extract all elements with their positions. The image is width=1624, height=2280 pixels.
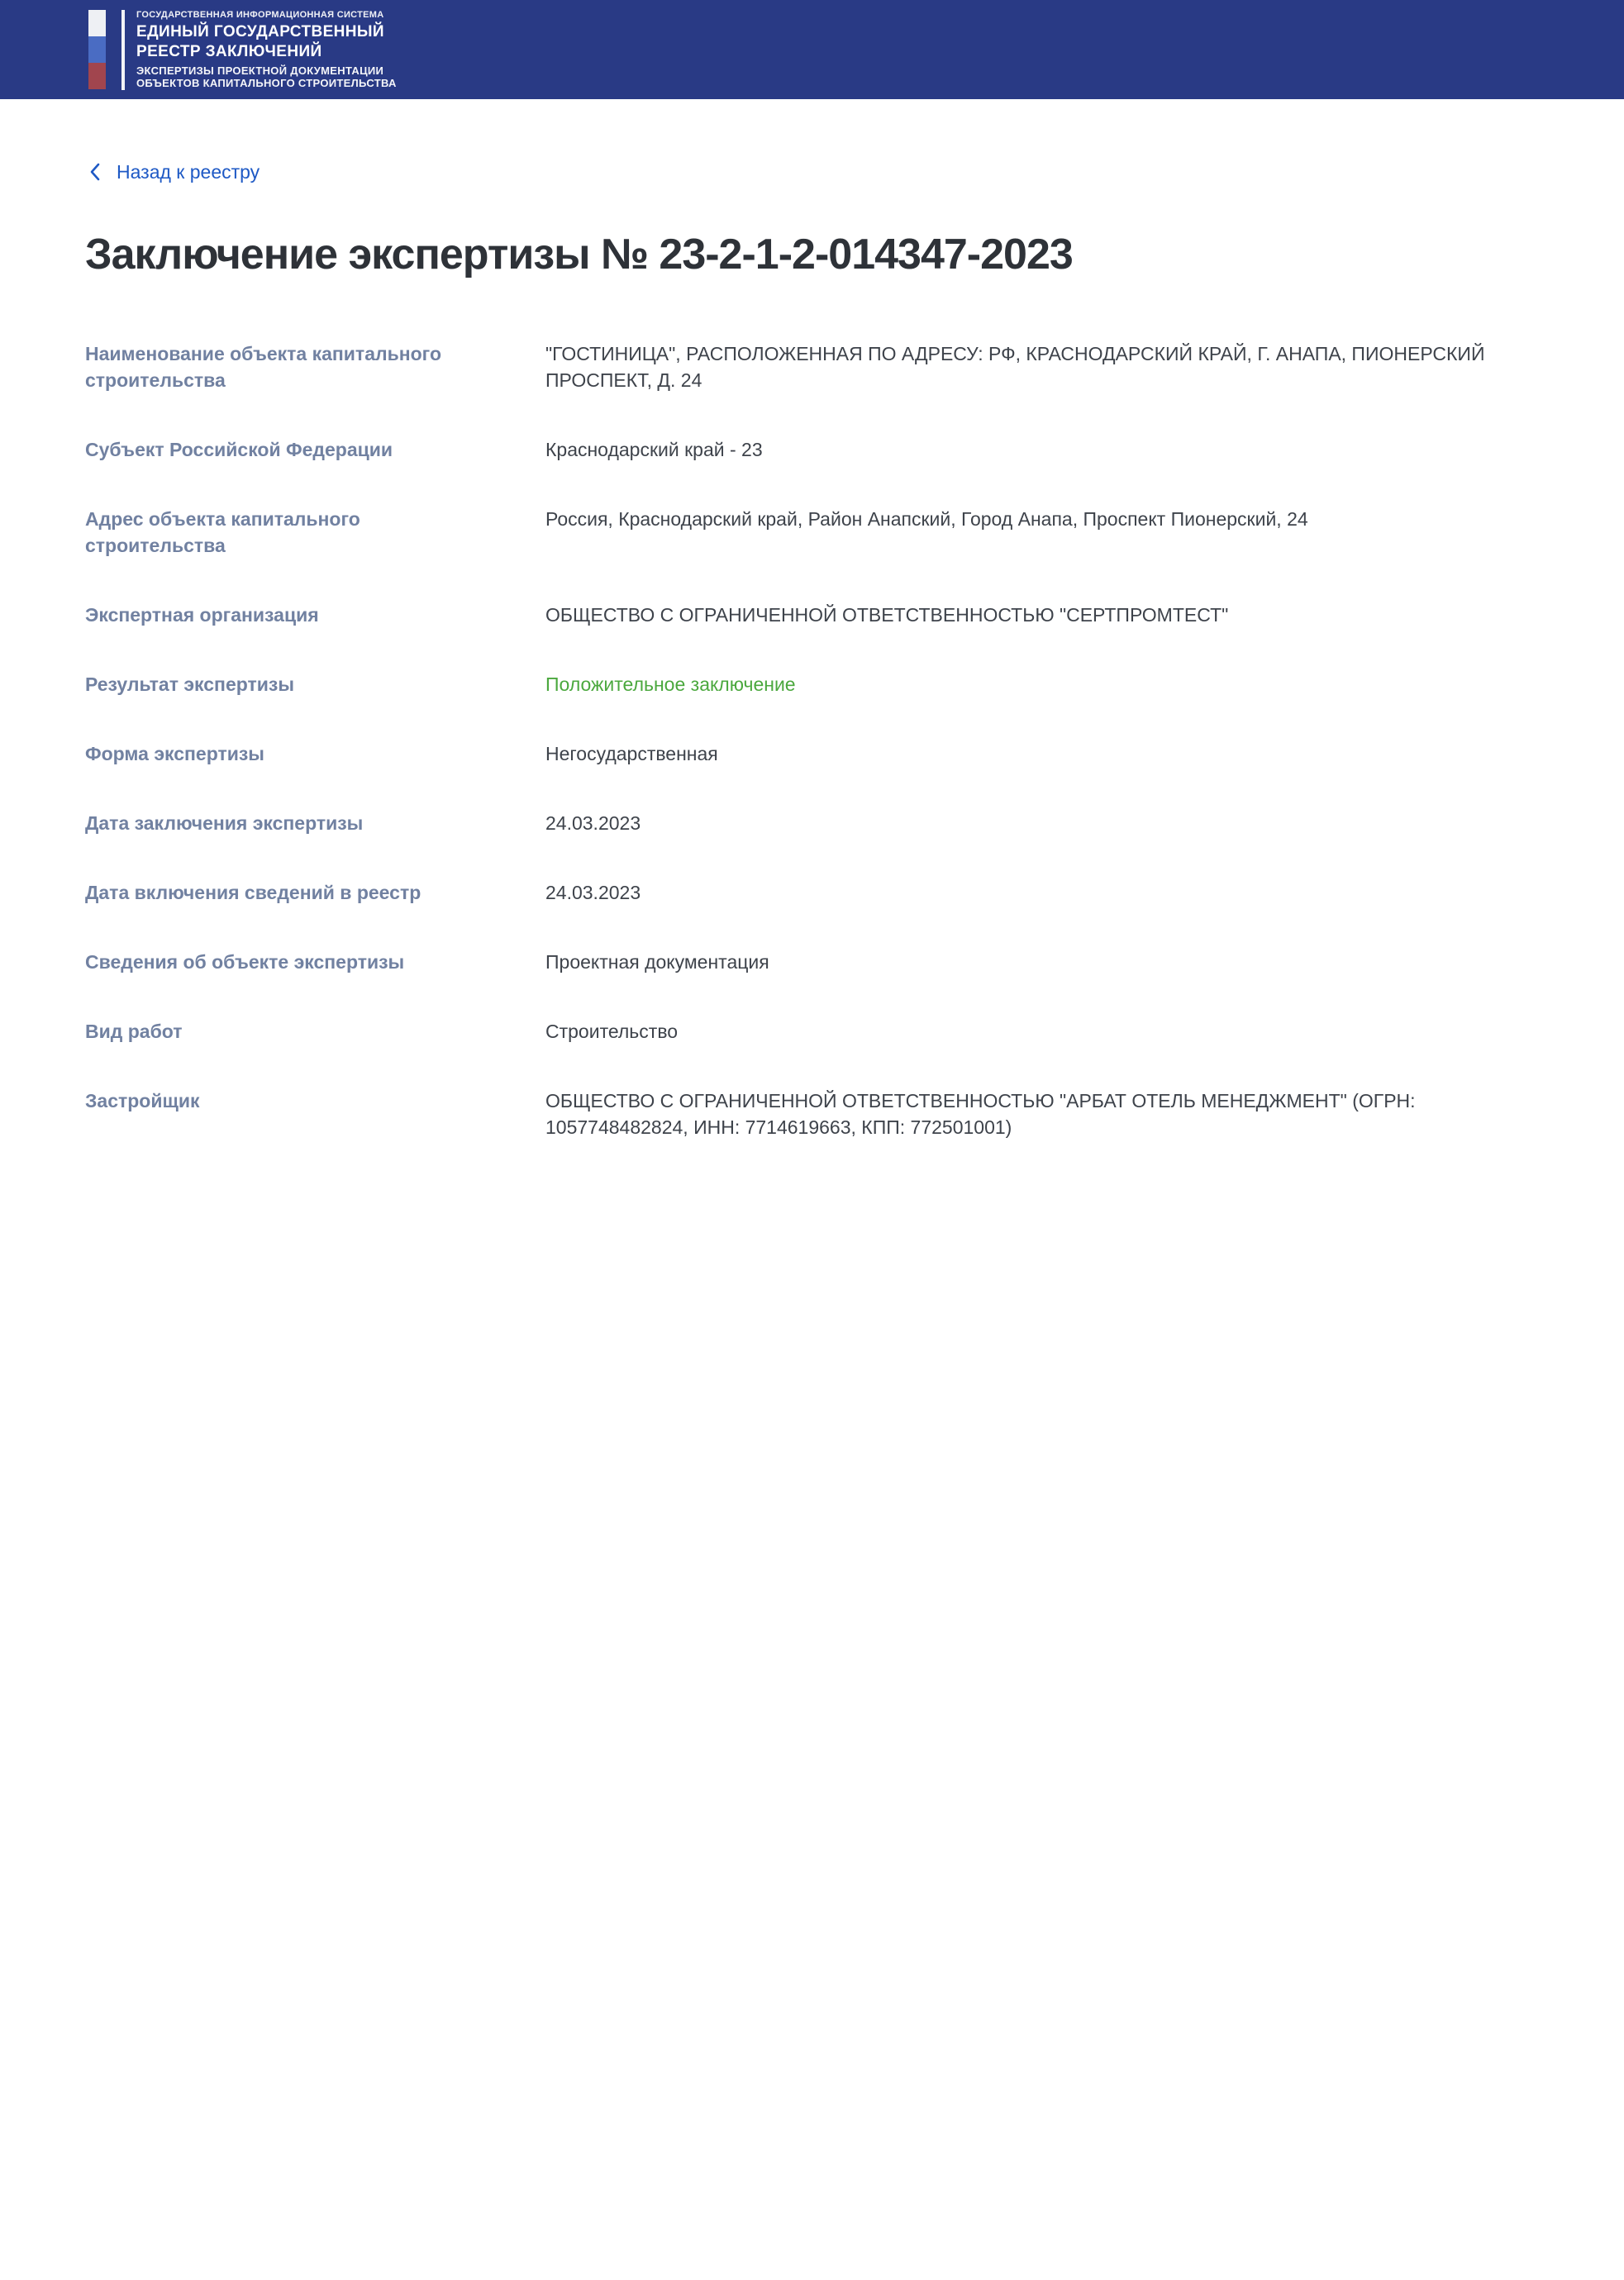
detail-value: Россия, Краснодарский край, Район Анапский, Город Анапа, Проспект Пионерский, 24 xyxy=(545,508,1308,530)
logo-subtitle-line2: ОБЪЕКТОВ КАПИТАЛЬНОГО СТРОИТЕЛЬСТВА xyxy=(136,77,397,89)
detail-row xyxy=(85,436,1545,463)
detail-row xyxy=(85,671,1545,697)
chevron-left-icon xyxy=(85,161,107,183)
detail-label: Субъект Российской Федерации xyxy=(85,439,393,460)
detail-label: Сведения об объекте экспертизы xyxy=(85,951,405,973)
detail-value: Проектная документация xyxy=(545,951,769,973)
detail-label: Дата включения сведений в реестр xyxy=(85,882,421,903)
flag-stripe-blue xyxy=(88,36,106,63)
registry-logo[interactable] xyxy=(88,10,397,90)
detail-row xyxy=(85,879,1545,906)
detail-row xyxy=(85,506,1545,559)
detail-value: ОБЩЕСТВО С ОГРАНИЧЕННОЙ ОТВЕТСТВЕННОСТЬЮ "АРБАТ ОТЕЛЬ МЕНЕДЖМЕНТ" (ОГРН: 1057748482824, ИНН: 7714619663, КПП: 772501001) xyxy=(545,1090,1416,1138)
back-link-label: Назад к реестру xyxy=(117,161,260,183)
main-content xyxy=(0,99,1624,1283)
details-list xyxy=(85,340,1545,1140)
logo-title-line1: ЕДИНЫЙ ГОСУДАРСТВЕННЫЙ xyxy=(136,23,384,40)
detail-label: Вид работ xyxy=(85,1021,183,1042)
detail-row xyxy=(85,740,1545,767)
detail-label: Результат экспертизы xyxy=(85,674,294,695)
back-to-registry-link[interactable] xyxy=(85,159,260,185)
logo-title-line2: РЕЕСТР ЗАКЛЮЧЕНИЙ xyxy=(136,43,322,60)
detail-value: Негосударственная xyxy=(545,743,718,764)
page-title: Заключение экспертизы № 23-2-1-2-014347-2023 xyxy=(85,231,1073,278)
detail-label: Экспертная организация xyxy=(85,604,319,626)
detail-value: Строительство xyxy=(545,1021,679,1042)
logo-divider xyxy=(121,10,125,90)
detail-row xyxy=(85,1088,1545,1140)
detail-value: "ГОСТИНИЦА", РАСПОЛОЖЕННАЯ ПО АДРЕСУ: РФ, КРАСНОДАРСКИЙ КРАЙ, Г. АНАПА, ПИОНЕРСКИЙ ПРОСПЕКТ, Д. 24 xyxy=(545,343,1485,391)
logo-system-label: ГОСУДАРСТВЕННАЯ ИНФОРМАЦИОННАЯ СИСТЕМА xyxy=(136,10,384,20)
flag-stripe-red xyxy=(88,63,106,89)
detail-label: Дата заключения экспертизы xyxy=(85,812,364,834)
detail-row xyxy=(85,949,1545,975)
detail-value: ОБЩЕСТВО С ОГРАНИЧЕННОЙ ОТВЕТСТВЕННОСТЬЮ "СЕРТПРОМТЕСТ" xyxy=(545,604,1229,626)
detail-label: Наименование объекта капитального строительства xyxy=(85,343,442,391)
russian-flag-icon xyxy=(88,10,106,90)
detail-value: 24.03.2023 xyxy=(545,812,641,834)
detail-value: Краснодарский край - 23 xyxy=(545,439,763,460)
detail-value: 24.03.2023 xyxy=(545,882,641,903)
app-header xyxy=(0,0,1624,99)
logo-subtitle-line1: ЭКСПЕРТИЗЫ ПРОЕКТНОЙ ДОКУМЕНТАЦИИ xyxy=(136,64,384,77)
detail-row xyxy=(85,602,1545,628)
flag-stripe-white xyxy=(88,10,106,36)
logo-text xyxy=(136,10,397,90)
detail-label: Застройщик xyxy=(85,1090,200,1111)
detail-row xyxy=(85,1018,1545,1045)
detail-value: Положительное заключение xyxy=(545,674,796,695)
detail-label: Форма экспертизы xyxy=(85,743,264,764)
detail-label: Адрес объекта капитального строительства xyxy=(85,508,360,556)
detail-row xyxy=(85,810,1545,836)
detail-row xyxy=(85,340,1545,393)
